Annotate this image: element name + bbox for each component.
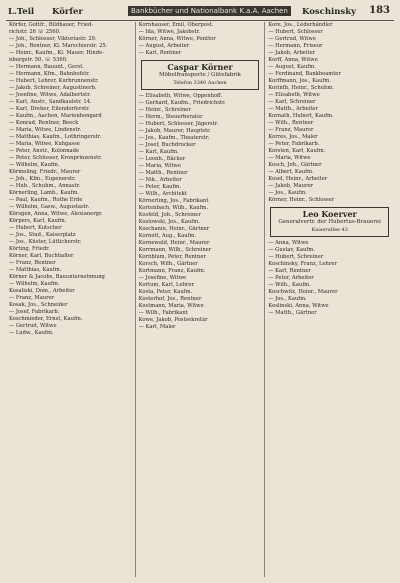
directory-entry: — Heinr., Kaufm., Kl. Mauer, Hinde- bbox=[9, 50, 104, 56]
directory-entry: Kowe, Jakob, Postsekretär bbox=[138, 317, 208, 323]
directory-entry: Körner, Heinr., Schlosser bbox=[268, 197, 335, 203]
directory-entry: — Albert, Kaufm. bbox=[268, 169, 314, 175]
directory-entry: nburgstr. 50. ☏ 5360. bbox=[9, 57, 68, 63]
directory-entry: — Jakob, Maurer bbox=[268, 183, 314, 189]
directory-entry: — Joh., Kfm., Eupenerstr. bbox=[9, 176, 76, 182]
directory-entry: Koslowski, Jos., Kaufm. bbox=[138, 219, 200, 225]
directory-entry: Korsten, Karl, Kaufm. bbox=[268, 148, 326, 154]
directory-entry: — Wilhelm, Gasw., Augustastr. bbox=[9, 204, 90, 210]
directory-entry: — Konrad, Rentner, Beeck bbox=[9, 120, 79, 126]
directory-entry: — Karl, Rentner bbox=[138, 50, 182, 56]
directory-entry: — Jakob, Maurer, Hauptstr. bbox=[138, 128, 211, 134]
directory-entry: Kosterhof, Jos., Rentner bbox=[138, 296, 202, 302]
advertisement-box bbox=[270, 207, 389, 237]
directory-entry: — Karl, Schreiner bbox=[268, 99, 316, 105]
directory-entry: Koschanin, Heinr., Gärtner bbox=[138, 226, 210, 232]
directory-entry: — Nik., Arbeiter bbox=[138, 177, 182, 183]
directory-entry: — August, Kaufm. bbox=[268, 64, 316, 70]
directory-entry: — Josefine, Witwe bbox=[138, 275, 187, 281]
directory-entry: Korrmann, Wilh., Schreiner bbox=[138, 247, 212, 253]
directory-entry: — Kaufm., Aachen, Marienbongard bbox=[9, 113, 102, 119]
directory-entry: — Jakob, Arbeiter bbox=[268, 50, 316, 56]
directory-entry: — Wilh., Architekt bbox=[138, 191, 187, 197]
directory-entry: Kosfeld, Joh., Schreiner bbox=[138, 212, 201, 218]
directory-entry: — Karl, Anstr., Sandkaulstr. 14. bbox=[9, 99, 92, 105]
header-last-name: Koschinsky bbox=[302, 7, 357, 17]
directory-entry: — Hermann, Bauunt., Gerst. bbox=[9, 64, 84, 70]
directory-entry: Körfer, Gottfr., Bildhauer, Fried- bbox=[9, 22, 94, 28]
ad-name: Caspar Körner bbox=[167, 62, 233, 72]
directory-entry: Körsgen, Anna, Witwe, Alexianergr. bbox=[9, 211, 103, 217]
columns bbox=[6, 22, 394, 577]
directory-entry: — Ferdinand, Bankbeamter bbox=[268, 71, 341, 77]
directory-entry: — Gerhard, Kaufm., Friedrichstr. bbox=[138, 100, 226, 106]
directory-entry: — Wilhelm, Kaufm. bbox=[9, 281, 60, 287]
page-number: 183 bbox=[369, 5, 390, 16]
directory-entry: — Jos., Stud., Kaiserplatz bbox=[9, 232, 76, 238]
directory-entry: — Hubert, Kutscher bbox=[9, 225, 62, 231]
directory-entry: — Franz, Maurer bbox=[9, 295, 55, 301]
directory-entry: Kornett, Aug., Kaufm. bbox=[138, 233, 197, 239]
directory-entry: Korff, Anna, Witwe bbox=[268, 57, 318, 63]
directory-entry: — Franz, Maurer bbox=[268, 127, 314, 133]
directory-entry: Körner & Jacobs, Bauunternehmung bbox=[9, 274, 105, 280]
directory-entry: Körmeling, Friedr., Maurer bbox=[9, 169, 81, 175]
ad-name: Leo Koerver bbox=[302, 209, 357, 219]
advertisement-box bbox=[141, 60, 260, 90]
directory-entry: Kosch, Joh., Gärtner bbox=[268, 162, 322, 168]
ad-line-1: Möbelfransporte / Gütefabrik bbox=[158, 72, 242, 78]
directory-entry: — Anna, Witwe bbox=[268, 240, 309, 246]
directory-entry: Korres, Jos., Maler bbox=[268, 134, 318, 140]
directory-entry: — Jos., Küster, Lütticherstr. bbox=[9, 239, 82, 245]
directory-entry: — Peter, Anstr., Kolonnade bbox=[9, 148, 80, 154]
directory-entry: — Wilh., Kaufm. bbox=[268, 282, 311, 288]
directory-entry: — Maria, Witwe, Lindenstr. bbox=[9, 127, 82, 133]
header-bank-ad: Bankbücher und Nationalbank K.a.A. Aachen bbox=[128, 6, 291, 16]
directory-entry: Kornewald, Heinr., Maurer bbox=[138, 240, 210, 246]
directory-entry: — Elisabeth, Witwe, Oppenhoff. bbox=[138, 93, 223, 99]
header-section: L.Teil bbox=[8, 7, 35, 17]
directory-entry: Kore, Jos., Lederhändler bbox=[268, 22, 333, 28]
column-3 bbox=[264, 22, 394, 577]
directory-entry: — Hermann, Kfm., Bahnhofstr. bbox=[9, 71, 90, 77]
directory-entry: — Heinr., Schreiner bbox=[138, 107, 191, 113]
directory-entry: — Josefine, Witwe, Adalbertstr. bbox=[9, 92, 91, 98]
directory-entry: — Joh., Schlosser, Viktoriastr. 29. bbox=[9, 36, 97, 42]
directory-entry: — Wilhelm, Kaufm. bbox=[9, 162, 60, 168]
directory-entry: — Matth., Rentner bbox=[138, 170, 188, 176]
directory-entry: — Ludw., Kaufm. bbox=[9, 330, 54, 336]
directory-entry: Kostmann, Maria, Witwe bbox=[138, 303, 204, 309]
directory-entry: — Matth., Arbeiter bbox=[268, 106, 318, 112]
directory-entry: — Wilh., Fabrikant bbox=[138, 310, 188, 316]
directory-entry: Kortum, Karl, Lehrer bbox=[138, 282, 194, 288]
directory-entry: richstr. 26 ☏ 2560. bbox=[9, 29, 61, 35]
directory-entry: — Jos., Kaufm. bbox=[268, 296, 307, 302]
directory-entry: Koschwitz, Heinr., Maurer bbox=[268, 289, 338, 295]
directory-entry: — Jakob, Schreiner, Augustinerb. bbox=[9, 85, 97, 91]
column-1 bbox=[6, 22, 135, 577]
directory-entry: — Hubert, Schreiner bbox=[268, 254, 324, 260]
directory-entry: — Jos., Kaufm., Theaterstr. bbox=[138, 135, 210, 141]
directory-entry: Körner, Anna, Witwe, Ponttor bbox=[138, 36, 216, 42]
directory-entry: — Leonh., Bäcker bbox=[138, 156, 186, 162]
directory-entry: Kosak, Jos., Schneider bbox=[9, 302, 68, 308]
directory-entry: — Hubert, Schlosser, Jägerstr. bbox=[138, 121, 219, 127]
directory-entry: Korsch, Wilh., Gärtner bbox=[138, 261, 198, 267]
directory-entry: — Maria, Witwe bbox=[138, 163, 181, 169]
directory-entry: Körner, Karl, Buchhalter bbox=[9, 253, 74, 259]
directory-entry: — Hermann, Friseur bbox=[268, 43, 323, 49]
directory-entry: — Peter, Schlosser, Kronprinzenstr. bbox=[9, 155, 102, 161]
directory-entry: — Karl, Maler bbox=[138, 324, 176, 330]
directory-entry: Koschmieder, Ernst, Kaufm. bbox=[9, 316, 83, 322]
directory-entry: Körnerling, Jos., Fabrikant bbox=[138, 198, 209, 204]
ad-line-1: Generalvertr. der Hubertus-Brauerei bbox=[278, 219, 381, 225]
directory-entry: — August, Arbeiter bbox=[138, 43, 190, 49]
directory-entry: — Matth., Gärtner bbox=[268, 310, 317, 316]
directory-entry: — Maria, Witwe, Kuhgasse bbox=[9, 141, 80, 147]
directory-entry: — Gertrud, Witwe bbox=[268, 36, 316, 42]
directory-entry: — Matthias, Kaufm., Lothringerstr. bbox=[9, 134, 102, 140]
directory-entry: — Ida, Witwe, Jakobstr. bbox=[138, 29, 201, 35]
directory-entry: Kosta, Peter, Kaufm. bbox=[138, 289, 193, 295]
directory-entry: — Peter, Kaufm. bbox=[138, 184, 181, 190]
directory-entry: — Karl, Dreher, Eilendorferstr. bbox=[9, 106, 90, 112]
header-first-name: Körfer bbox=[52, 7, 83, 17]
directory-entry: — Gustav, Kaufm. bbox=[268, 247, 315, 253]
directory-entry: Kornath, Hubert, Kaufm. bbox=[268, 113, 334, 119]
directory-entry: Kortmann, Franz, Kaufm. bbox=[138, 268, 206, 274]
directory-entry: — Hubert, Schlosser bbox=[268, 29, 323, 35]
directory-entry: — Gertrud, Witwe bbox=[9, 323, 57, 329]
directory-entry: Körting, Friedr. bbox=[9, 246, 50, 252]
ad-line-2: Kaiserallee 43 bbox=[311, 227, 348, 233]
directory-entry: Kosaliski, Dom., Arbeiter bbox=[9, 288, 75, 294]
directory-entry: Korffmann, Jos., Kaufm. bbox=[268, 78, 331, 84]
directory-entry: Kornhauser, Emil, Oberpost. bbox=[138, 22, 214, 28]
directory-entry: — Joh., Rentner, Kl. Marschierstr. 25. bbox=[9, 43, 108, 49]
directory-entry: Kornblum, Peter, Rentner bbox=[138, 254, 206, 260]
directory-entry: — Josef, Fabrikarb. bbox=[9, 309, 60, 315]
directory-entry: Kortenbach, Wilh., Kaufm. bbox=[138, 205, 209, 211]
column-2 bbox=[135, 22, 265, 577]
ad-line-2: Telefon 3340 Aachen bbox=[173, 80, 227, 86]
directory-entry: — Herm., Steuerberater bbox=[138, 114, 203, 120]
directory-entry: — Paul, Kaufm., Rothe Erde bbox=[9, 197, 83, 203]
directory-entry: Kosel, Heinr., Arbeiter bbox=[268, 176, 328, 182]
page-header bbox=[6, 4, 394, 21]
directory-entry: — Hubert, Lehrer, Kurbrunnenstr. bbox=[9, 78, 99, 84]
directory-entry: Körpers, Karl, Kaufm. bbox=[9, 218, 67, 224]
directory-entry: Koschinsky, Franz, Lehrer bbox=[268, 261, 337, 267]
directory-entry: Körnerling, Lamb., Kaufm. bbox=[9, 190, 80, 196]
directory-entry: Korinth, Heinr., Schuhm. bbox=[268, 85, 334, 91]
directory-entry: — Jos., Kaufm. bbox=[268, 190, 307, 196]
directory-entry: — Maria, Witwe bbox=[268, 155, 311, 161]
directory-entry: — Hub., Schuhm., Annastr. bbox=[9, 183, 81, 189]
directory-entry: — Peter, Arbeiter bbox=[268, 275, 314, 281]
directory-entry: — Matthias, Kaufm. bbox=[9, 267, 62, 273]
directory-entry: — Josef, Buchdrucker bbox=[138, 142, 196, 148]
directory-entry: — Wilh., Rentner bbox=[268, 120, 314, 126]
directory-entry: — Karl, Kaufm. bbox=[138, 149, 179, 155]
directory-entry: — Peter, Fabrikarb. bbox=[268, 141, 320, 147]
directory-entry: — Elisabeth, Witwe bbox=[268, 92, 320, 98]
directory-entry: Koslinski, Anna, Witwe bbox=[268, 303, 329, 309]
directory-entry: — Karl, Rentner bbox=[268, 268, 311, 274]
directory-entry: — Franz, Rentner bbox=[9, 260, 56, 266]
